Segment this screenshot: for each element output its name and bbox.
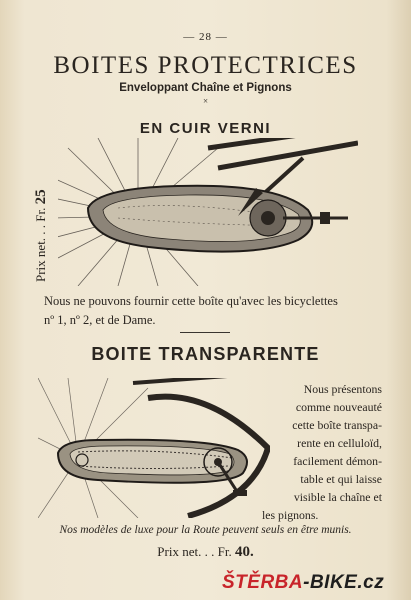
luxury-models-note: Nos modèles de luxe pour la Route peuvent seuls en être munis.: [59, 524, 352, 536]
section-heading-cuir-verni: EN CUIR VERNI: [139, 120, 272, 137]
page-title: BOITES PROTECTRICES: [53, 52, 358, 79]
leather-chain-case-illustration: [58, 138, 358, 286]
description-line: Nous présentons: [303, 382, 382, 396]
price-value: 40.: [234, 544, 254, 560]
price-transparent-box: [0, 544, 411, 561]
section-divider: [180, 332, 230, 333]
description-line: table et qui laisse: [300, 472, 382, 486]
watermark-part-1: ŠTĚRBA: [222, 572, 304, 593]
description-line: cette boîte transpa-: [292, 418, 382, 432]
description-line: comme nouveauté: [295, 400, 382, 414]
price-label: Prix net. . . Fr.: [33, 207, 48, 282]
ornament-separator: ×: [202, 96, 209, 106]
watermark-part-2: -BIKE.cz: [303, 572, 385, 593]
description-line-2: nº 1, nº 2, et de Dame.: [44, 313, 156, 327]
section-heading-boite-transparente: BOITE TRANSPARENTE: [91, 344, 320, 364]
price-label: Prix net. . . Fr.: [157, 544, 232, 559]
transparent-chain-case-illustration: [38, 378, 270, 518]
page-number: — 28 —: [183, 31, 228, 43]
description-line-1: Nous ne pouvons fournir cette boîte qu'avec les bicyclettes: [44, 294, 338, 308]
description-line: rente en celluloïd,: [297, 436, 382, 450]
watermark-logo: [222, 572, 384, 594]
price-value: 25: [33, 189, 49, 205]
transparent-box-description: [262, 380, 382, 524]
leather-box-description: [44, 292, 384, 330]
description-line: visible la chaîne et: [293, 490, 382, 504]
description-line: les pignons.: [262, 508, 319, 522]
price-leather-box: [33, 152, 53, 282]
description-line: facilement démon-: [293, 454, 382, 468]
page-subtitle: Enveloppant Chaîne et Pignons: [119, 82, 292, 94]
